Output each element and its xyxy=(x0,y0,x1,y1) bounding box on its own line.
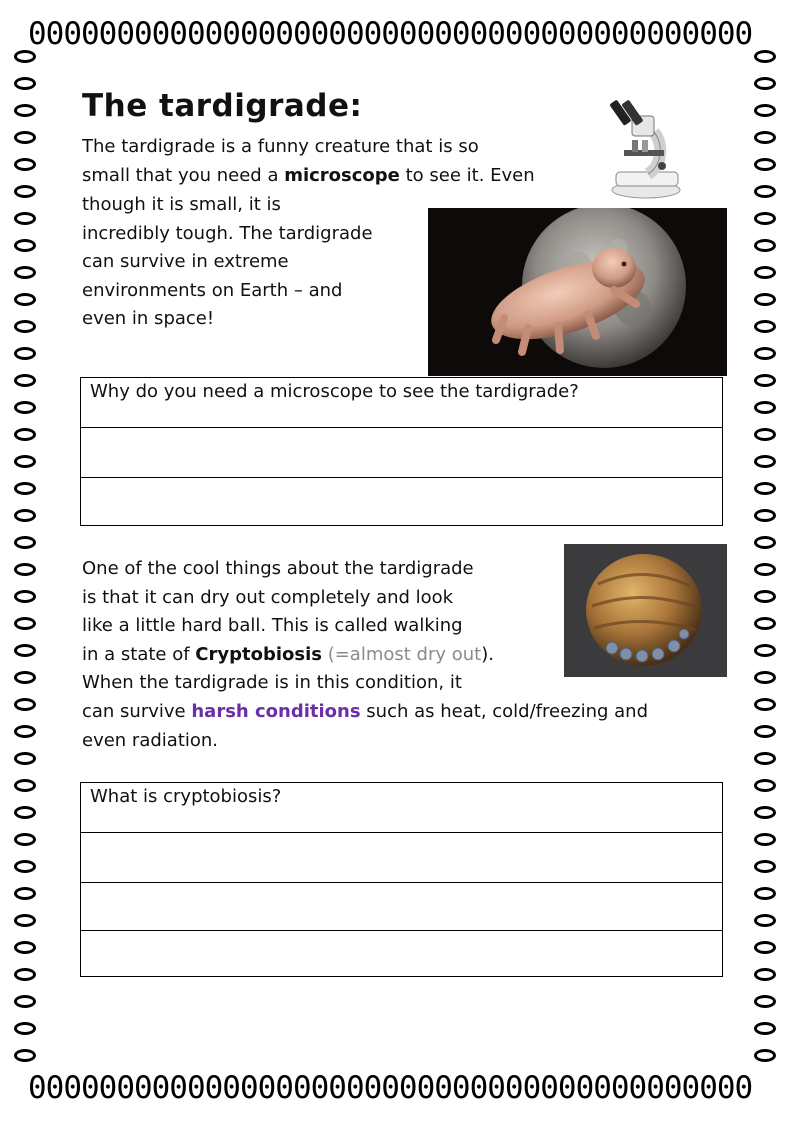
tardigrade-moon-image xyxy=(428,208,727,376)
border-ring xyxy=(754,428,776,441)
border-ring xyxy=(14,752,36,765)
answer-line[interactable] xyxy=(81,428,722,478)
microscope-image xyxy=(602,96,688,202)
border-ring xyxy=(754,212,776,225)
intro-line: even in space! xyxy=(82,308,215,330)
border-right xyxy=(754,50,782,1090)
border-ring xyxy=(754,941,776,954)
crypto-line xyxy=(82,698,722,727)
border-ring xyxy=(754,158,776,171)
crypto-text: can survive xyxy=(82,701,192,722)
crypto-text: in a state of xyxy=(82,643,196,665)
border-ring xyxy=(754,347,776,360)
border-ring xyxy=(14,104,36,117)
crypto-text: such as heat, cold/freezing and xyxy=(360,701,649,722)
tardigrade-moon-graphic xyxy=(428,208,727,376)
border-ring xyxy=(754,50,776,63)
border-ring xyxy=(14,212,36,225)
intro-text: to see it. Even xyxy=(399,164,535,186)
border-ring xyxy=(14,77,36,90)
border-ring xyxy=(754,1022,776,1035)
question-row xyxy=(81,783,722,833)
crypto-text: ). xyxy=(481,643,494,665)
crypto-line xyxy=(82,641,542,670)
border-ring xyxy=(14,617,36,630)
border-ring xyxy=(754,968,776,981)
intro-line: The tardigrade is a funny creature that is so xyxy=(82,136,479,157)
border-ring xyxy=(14,401,36,414)
border-ring xyxy=(14,239,36,252)
border-ring xyxy=(14,1049,36,1062)
question-box-microscope xyxy=(80,377,723,526)
border-ring xyxy=(14,509,36,522)
border-ring xyxy=(14,779,36,792)
answer-line[interactable] xyxy=(81,931,722,975)
border-ring xyxy=(14,455,36,468)
border-ring xyxy=(14,914,36,927)
border-ring xyxy=(754,779,776,792)
question-row xyxy=(81,378,722,428)
border-ring xyxy=(14,995,36,1008)
border-ring xyxy=(14,941,36,954)
border-ring xyxy=(14,563,36,576)
cryptobiosis-paragraph-end xyxy=(82,698,722,755)
border-ring xyxy=(14,968,36,981)
border-ring xyxy=(754,374,776,387)
border-ring xyxy=(754,698,776,711)
border-ring xyxy=(754,482,776,495)
border-ring xyxy=(754,131,776,144)
question-text: Why do you need a microscope to see the tardigrade? xyxy=(90,381,579,402)
border-ring xyxy=(14,482,36,495)
border-ring xyxy=(754,995,776,1008)
border-ring xyxy=(754,455,776,468)
border-ring xyxy=(754,671,776,684)
border-ring xyxy=(14,833,36,846)
border-ring xyxy=(754,185,776,198)
question-box-cryptobiosis xyxy=(80,782,723,977)
intro-paragraph-bottom xyxy=(82,191,422,334)
border-ring xyxy=(754,617,776,630)
border-ring xyxy=(754,77,776,90)
question-text: What is cryptobiosis? xyxy=(90,786,282,807)
border-ring xyxy=(14,1022,36,1035)
intro-paragraph-top xyxy=(82,133,602,190)
border-ring xyxy=(754,536,776,549)
border-ring xyxy=(14,698,36,711)
crypto-line: even radiation. xyxy=(82,729,219,751)
border-ring xyxy=(754,644,776,657)
border-ring xyxy=(14,347,36,360)
border-top: 00000000000000000000000000000000000000000 xyxy=(28,16,753,52)
tardigrade-tun-image xyxy=(564,544,727,677)
border-ring xyxy=(754,914,776,927)
cryptobiosis-paragraph xyxy=(82,555,542,698)
border-ring xyxy=(14,887,36,900)
border-ring xyxy=(14,266,36,279)
border-bottom: 00000000000000000000000000000000000000000 xyxy=(28,1070,753,1106)
intro-line xyxy=(82,162,602,191)
border-ring xyxy=(754,887,776,900)
intro-text: small that you need a xyxy=(82,164,285,186)
border-ring xyxy=(14,50,36,63)
border-ring xyxy=(14,320,36,333)
intro-line: though it is small, it is xyxy=(82,194,281,215)
border-ring xyxy=(754,833,776,846)
border-ring xyxy=(14,590,36,603)
tardigrade-tun-graphic xyxy=(564,544,727,677)
page-title: The tardigrade: xyxy=(82,88,363,124)
border-ring xyxy=(14,131,36,144)
crypto-line: is that it can dry out completely and look xyxy=(82,586,454,608)
border-ring xyxy=(14,536,36,549)
border-ring xyxy=(14,293,36,306)
border-ring xyxy=(754,725,776,738)
border-ring xyxy=(14,158,36,171)
intro-line: incredibly tough. The tardigrade xyxy=(82,222,373,244)
border-left xyxy=(14,50,42,1090)
border-ring xyxy=(14,860,36,873)
border-ring xyxy=(14,374,36,387)
keyword-microscope: microscope xyxy=(284,164,400,186)
border-ring xyxy=(754,590,776,603)
keyword-cryptobiosis: Cryptobiosis xyxy=(195,643,322,665)
answer-line[interactable] xyxy=(81,478,722,524)
border-ring xyxy=(14,428,36,441)
border-ring xyxy=(754,752,776,765)
border-ring xyxy=(754,563,776,576)
border-ring xyxy=(754,401,776,414)
border-ring xyxy=(14,644,36,657)
border-ring xyxy=(754,1049,776,1062)
crypto-line: When the tardigrade is in this condition, it xyxy=(82,672,462,694)
intro-line: environments on Earth – and xyxy=(82,279,343,301)
border-ring xyxy=(14,185,36,198)
border-ring xyxy=(754,104,776,117)
border-ring xyxy=(754,266,776,279)
border-ring xyxy=(754,293,776,306)
border-ring xyxy=(754,239,776,252)
border-ring xyxy=(754,860,776,873)
border-ring xyxy=(754,509,776,522)
border-ring xyxy=(754,320,776,333)
border-ring xyxy=(754,806,776,819)
gray-note: (=almost dry out xyxy=(321,643,482,665)
crypto-line: like a little hard ball. This is called walking xyxy=(82,615,463,637)
answer-line[interactable] xyxy=(81,833,722,883)
border-ring xyxy=(14,725,36,738)
border-ring xyxy=(14,671,36,684)
crypto-line: One of the cool things about the tardigrade xyxy=(82,558,474,579)
answer-line[interactable] xyxy=(81,883,722,931)
keyword-harsh-conditions: harsh conditions xyxy=(191,701,361,722)
border-ring xyxy=(14,806,36,819)
intro-line: can survive in extreme xyxy=(82,251,289,273)
